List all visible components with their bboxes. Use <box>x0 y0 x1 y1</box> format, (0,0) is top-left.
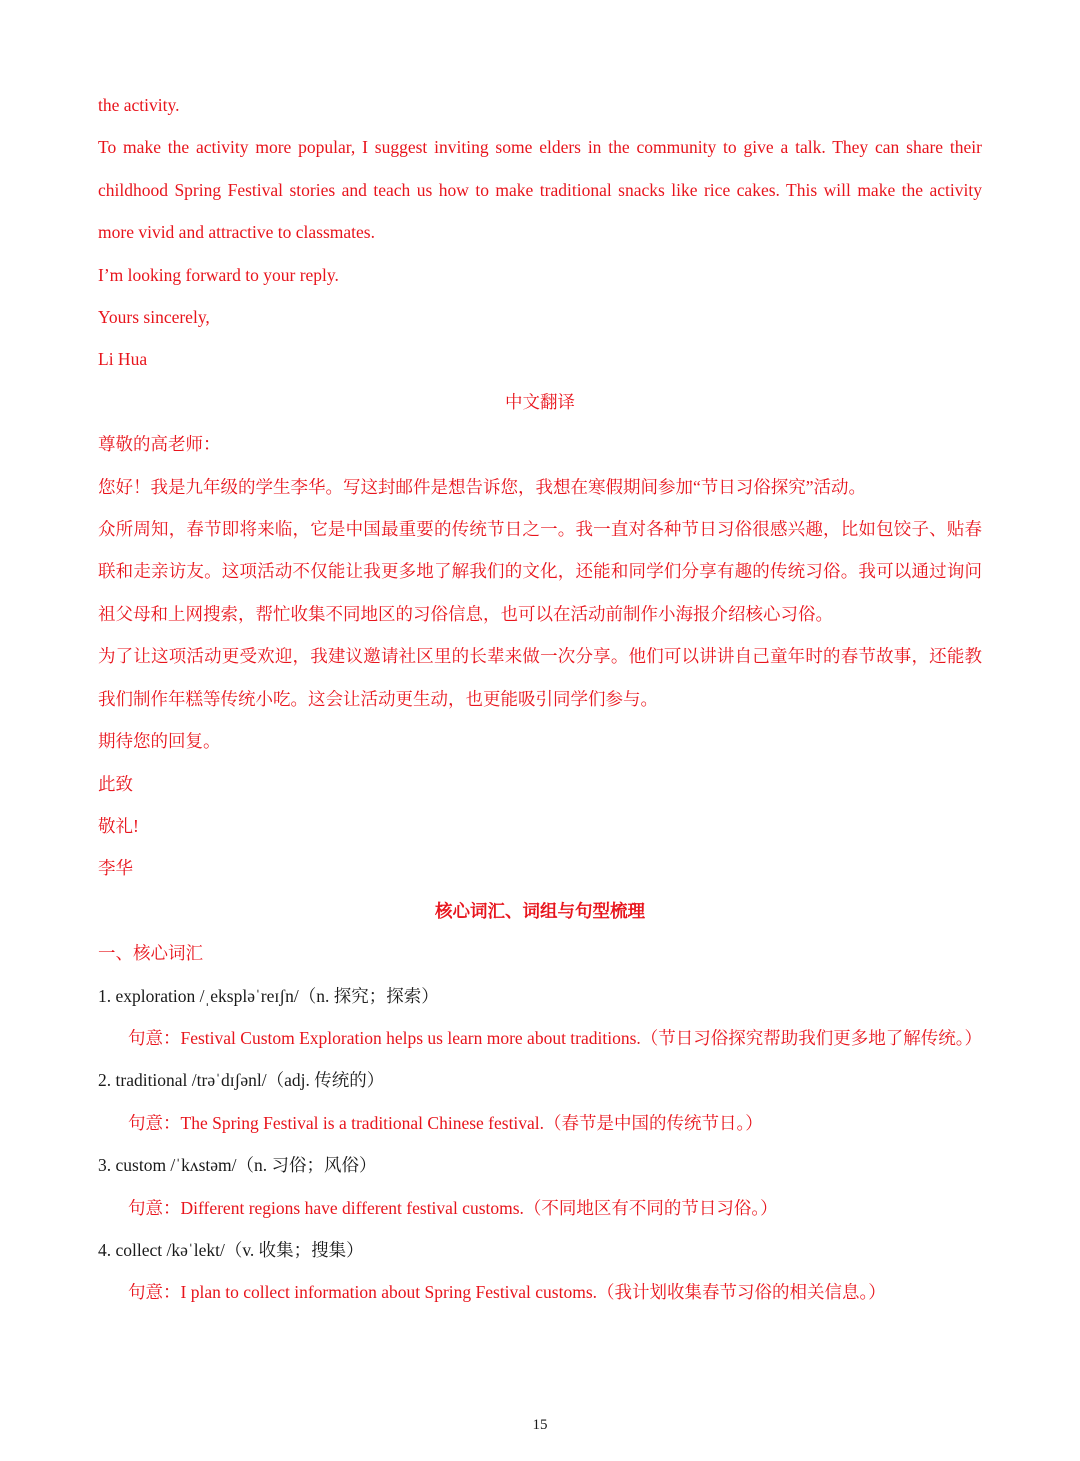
translation-paragraph: 众所周知，春节即将来临，它是中国最重要的传统节日之一。我一直对各种节日习俗很感兴趣，比如包饺子、贴春联和走亲访友。这项活动不仅能让我更多地了解我们的文化，还能和同学们分享有趣的传统习俗。我可以通过询问祖父母和上网搜索，帮忙收集不同地区的习俗信息，也可以在活动前制作小海报介绍核心习俗。 <box>98 519 982 624</box>
vocab-entry: 1. exploration /ˌekspləˈreɪʃn/（n. 探究；探索） <box>98 985 439 1006</box>
letter-text: I’m looking forward to your reply. <box>98 264 339 285</box>
letter-paragraph: To make the activity more popular, I suggest inviting some elders in the community to give a talk. They can share their childhood Spring Festival stories and teach us how to make traditional snacks like rice cakes. This will make the activity more vivid and attractive to classmates. <box>98 137 982 243</box>
page-number: 15 <box>532 1417 548 1433</box>
translation-closing: 敬礼! <box>98 815 139 836</box>
vocab-subheading: 一、核心词汇 <box>98 943 203 964</box>
vocab-example: 句意：I plan to collect information about Spring Festival customs.（我计划收集春节习俗的相关信息。） <box>128 1282 886 1303</box>
translation-text: 期待您的回复。 <box>98 731 221 752</box>
vocab-heading: 核心词汇、词组与句型梳理 <box>435 900 645 921</box>
vocab-entry: 4. collect /kəˈlekt/（v. 收集；搜集） <box>98 1239 364 1260</box>
vocab-entry: 3. custom /ˈkʌstəm/（n. 习俗；风俗） <box>98 1155 377 1176</box>
letter-closing: Yours sincerely, <box>98 307 210 328</box>
vocab-example: 句意：Festival Custom Exploration helps us learn more about traditions.（节日习俗探究帮助我们更多地了解传统。） <box>128 1027 983 1048</box>
translation-heading: 中文翻译 <box>505 391 575 412</box>
page-content <box>98 84 982 1314</box>
translation-closing: 此致 <box>98 773 133 794</box>
vocab-example: 句意：The Spring Festival is a traditional Chinese festival.（春节是中国的传统节日。） <box>128 1112 763 1133</box>
letter-text: the activity. <box>98 95 180 115</box>
letter-signature: Li Hua <box>98 349 148 370</box>
translation-paragraph: 为了让这项活动更受欢迎，我建议邀请社区里的长辈来做一次分享。他们可以讲讲自己童年时的春节故事，还能教我们制作年糕等传统小吃。这会让活动更生动，也更能吸引同学们参与。 <box>98 646 982 709</box>
translation-signature: 李华 <box>98 858 133 879</box>
translation-salutation: 尊敬的高老师： <box>98 434 221 455</box>
vocab-example: 句意：Different regions have different festival customs.（不同地区有不同的节日习俗。） <box>128 1197 778 1218</box>
translation-paragraph: 您好！我是九年级的学生李华。写这封邮件是想告诉您，我想在寒假期间参加“节日习俗探究”活动。 <box>98 476 867 497</box>
vocab-entry: 2. traditional /trəˈdɪʃənl/（adj. 传统的） <box>98 1070 385 1091</box>
